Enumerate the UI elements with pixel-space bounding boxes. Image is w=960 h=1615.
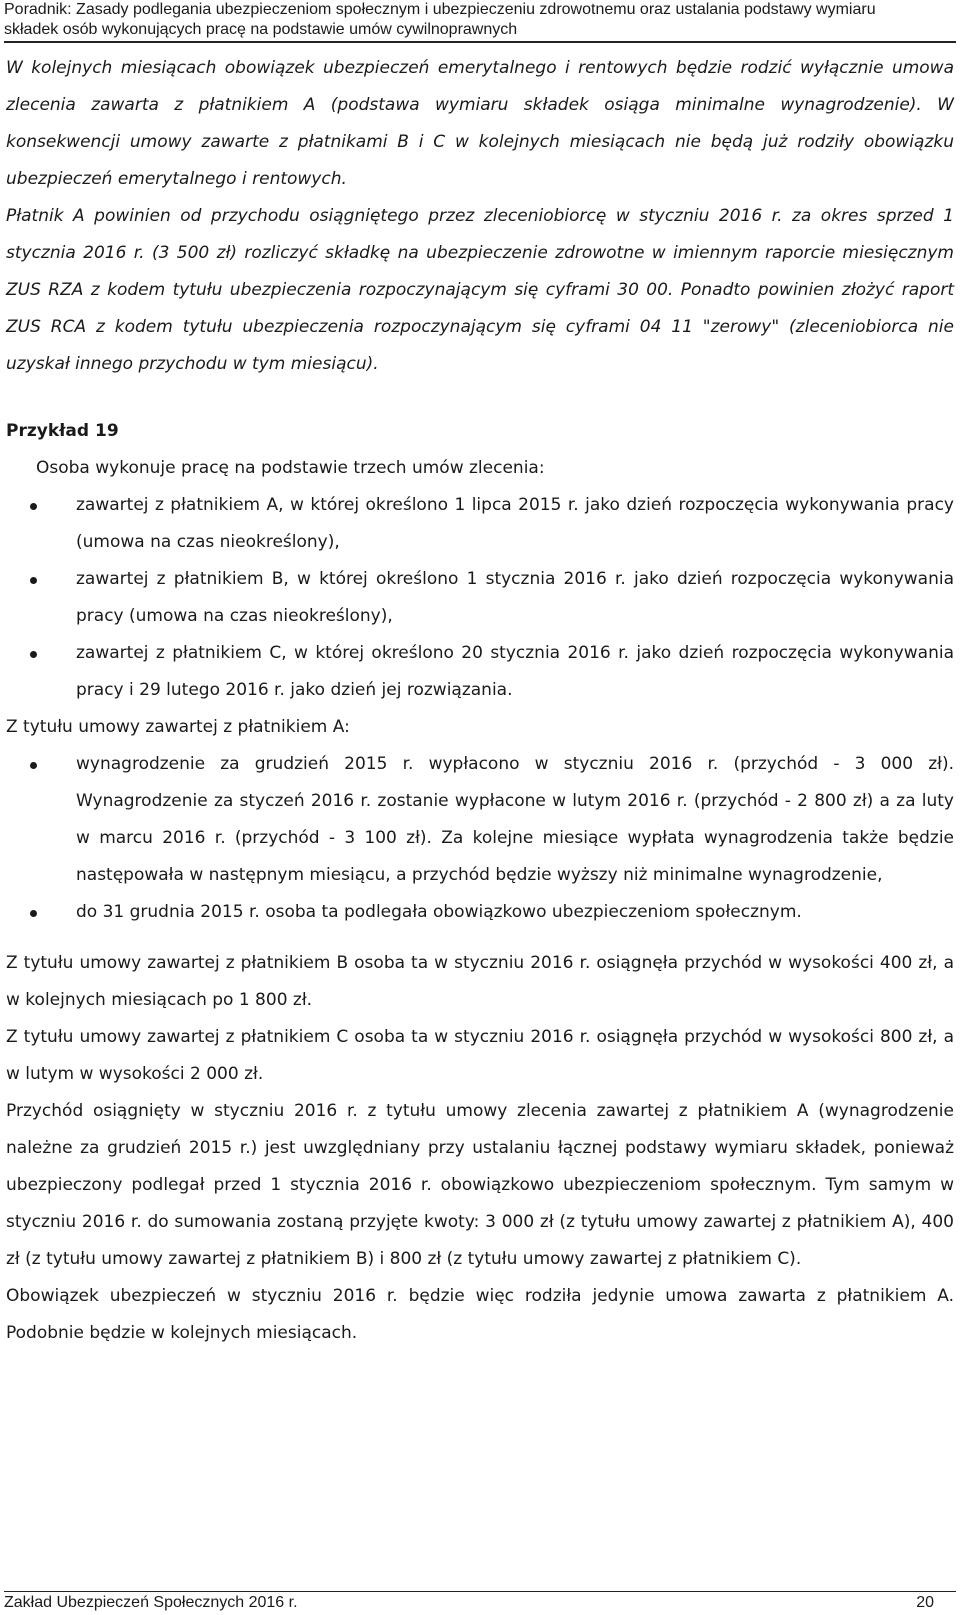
bullet-icon — [30, 577, 37, 584]
list-item — [6, 894, 954, 931]
list-item-text: do 31 grudnia 2015 r. osoba ta podlegała obowiązkowo ubezpieczeniom społecznym. — [76, 902, 802, 922]
list-item-text: zawartej z płatnikiem C, w której określono 20 stycznia 2016 r. jako dzień rozpoczęcia wykonywania pracy i 29 lutego 2016 r. jako dzień jej rozwiązania. — [76, 643, 954, 700]
list-item — [6, 746, 954, 894]
bullet-icon — [30, 651, 37, 658]
paragraph-income-summary: Przychód osiągnięty w styczniu 2016 r. z tytułu umowy zlecenia zawartej z płatnikiem A (wynagrodzenie należne za grudzień 2015 r.) jest uwzględniany przy ustalaniu łącznej podstawy wymiaru składek, ponieważ ubezpieczony podlegał przed 1 stycznia 2016 r. obowiązkowo ubezpieczeniom społecznym. Tym samym w styczniu 2016 r. do sumowania zostaną przyjęte kwoty: 3 000 zł (z tytułu umowy zawartej z płatnikiem A), 400 zł (z tytułu umowy zawartej z płatnikiem B) i 800 zł (z tytułu umowy zawartej z płatnikiem C). — [6, 1101, 954, 1269]
example-intro: Osoba wykonuje pracę na podstawie trzech umów zlecenia: — [36, 458, 545, 478]
footer-publisher: Zakład Ubezpieczeń Społecznych 2016 r. — [4, 1594, 298, 1611]
list-item — [6, 487, 954, 561]
contract-a-list — [6, 746, 954, 931]
paragraph-payer-a-obligations: Płatnik A powinien od przychodu osiągniętego przez zleceniobiorcę w styczniu 2016 r. za okres sprzed 1 stycznia 2016 r. (3 500 zł) rozliczyć składkę na ubezpieczenie zdrowotne w imiennym raporcie miesięcznym ZUS RZA z kodem tytułu ubezpieczenia rozpoczynającym się cyframi 30 00. Ponadto powinien złożyć raport ZUS RCA z kodem tytułu ubezpieczenia rozpoczynającym się cyframi 04 11 "zerowy" (zleceniobiorca nie uzyskał innego przychodu w tym miesiącu). — [6, 206, 954, 374]
example-title: Przykład 19 — [6, 421, 119, 441]
bullet-icon — [30, 910, 37, 917]
list-item-text: zawartej z płatnikiem B, w której określono 1 stycznia 2016 r. jako dzień rozpoczęcia wykonywania pracy (umowa na czas nieokreślony), — [76, 569, 954, 626]
bullet-icon — [30, 503, 37, 510]
page-number: 20 — [916, 1594, 934, 1611]
page-header — [0, 0, 960, 40]
page-content — [6, 50, 954, 1352]
spacer — [6, 383, 954, 413]
contract-a-heading: Z tytułu umowy zawartej z płatnikiem A: — [6, 717, 350, 737]
list-item-text: zawartej z płatnikiem A, w której określono 1 lipca 2015 r. jako dzień rozpoczęcia wykonywania pracy (umowa na czas nieokreślony), — [76, 495, 954, 552]
list-item — [6, 635, 954, 709]
header-title-line1: Poradnik: Zasady podlegania ubezpieczeniom społecznym i ubezpieczeniu zdrowotnemu oraz ustalania podstawy wymiaru — [4, 1, 876, 18]
contracts-list — [6, 487, 954, 709]
list-item — [6, 561, 954, 635]
paragraph-obligation-conclusion: Obowiązek ubezpieczeń w styczniu 2016 r. będzie więc rodziła jedynie umowa zawarta z płatnikiem A. Podobnie będzie w kolejnych miesiącach. — [6, 1286, 954, 1343]
footer-divider — [4, 1591, 956, 1592]
header-title-line2: składek osób wykonujących pracę na podstawie umów cywilnoprawnych — [4, 21, 518, 38]
paragraph-contract-c: Z tytułu umowy zawartej z płatnikiem C osoba ta w styczniu 2016 r. osiągnęła przychód w wysokości 800 zł, a w lutym w wysokości 2 000 zł. — [6, 1027, 954, 1084]
bullet-icon — [30, 762, 37, 769]
paragraph-contract-b: Z tytułu umowy zawartej z płatnikiem B osoba ta w styczniu 2016 r. osiągnęła przychód w wysokości 400 zł, a w kolejnych miesiącach po 1 800 zł. — [6, 953, 954, 1010]
paragraph-obligation-continuation: W kolejnych miesiącach obowiązek ubezpieczeń emerytalnego i rentowych będzie rodzić wyłącznie umowa zlecenia zawarta z płatnikiem A (podstawa wymiaru składek osiąga minimalne wynagrodzenie). W konsekwencji umowy zawarte z płatnikami B i C w kolejnych miesiącach nie będą już rodziły obowiązku ubezpieczeń emerytalnego i rentowych. — [6, 58, 954, 189]
header-divider — [4, 41, 956, 43]
list-item-text: wynagrodzenie za grudzień 2015 r. wypłacono w styczniu 2016 r. (przychód - 3 000 zł). Wynagrodzenie za styczeń 2016 r. zostanie wypłacone w lutym 2016 r. (przychód - 2 800 zł) a za luty w marcu 2016 r. (przychód - 3 100 zł). Za kolejne miesiące wypłata wynagrodzenia także będzie następowała w następnym miesiącu, a przychód będzie wyższy niż minimalne wynagrodzenie, — [76, 754, 954, 885]
spacer — [6, 931, 954, 945]
